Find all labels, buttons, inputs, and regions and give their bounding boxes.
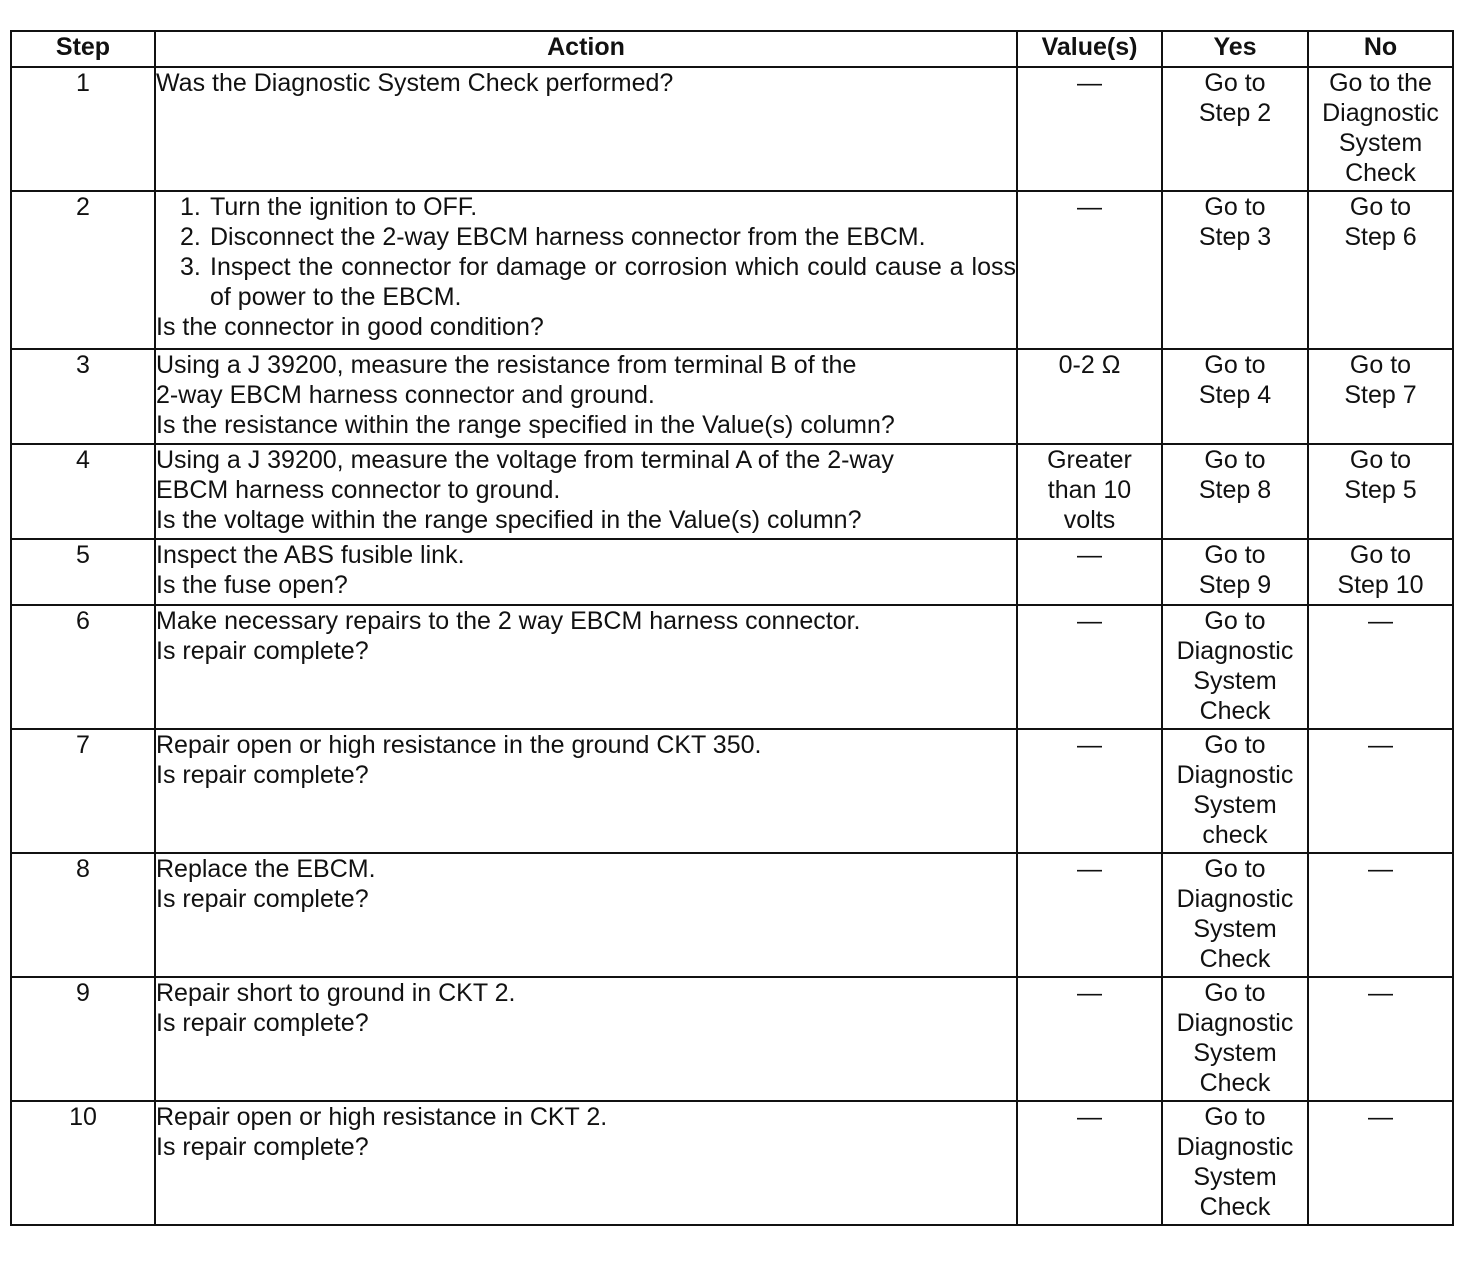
table-row — [11, 349, 1453, 444]
action-line: EBCM harness connector to ground. — [156, 476, 561, 504]
action-cell — [155, 67, 1017, 191]
action-line: Replace the EBCM. — [156, 855, 376, 883]
no-line: — — [1368, 1103, 1393, 1131]
value-line: 0-2 Ω — [1058, 351, 1121, 379]
no-cell — [1308, 1101, 1453, 1225]
table-row — [11, 977, 1453, 1101]
value-line: — — [1077, 731, 1102, 759]
step-number: 1 — [11, 67, 155, 191]
step-number: 3 — [11, 349, 155, 444]
action-cell — [155, 191, 1017, 349]
no-line: Go to — [1349, 446, 1412, 474]
value-cell — [1017, 977, 1162, 1101]
step-number: 2 — [11, 191, 155, 349]
yes-line: Go to — [1204, 69, 1266, 97]
step-number: 7 — [11, 729, 155, 853]
step-number: 4 — [11, 444, 155, 539]
value-line: than 10 — [1047, 476, 1132, 504]
value-line: — — [1077, 1103, 1102, 1131]
yes-cell — [1162, 191, 1308, 349]
yes-line: Go to — [1204, 446, 1266, 474]
step-number: 6 — [11, 605, 155, 729]
action-line: Is the resistance within the range specified in the Value(s) column? — [156, 411, 895, 439]
value-line: — — [1077, 855, 1102, 883]
no-line: Step 5 — [1344, 476, 1417, 504]
yes-cell — [1162, 605, 1308, 729]
yes-line: Diagnostic — [1176, 1009, 1294, 1037]
no-line: — — [1368, 979, 1393, 1007]
yes-cell — [1162, 977, 1308, 1101]
action-cell — [155, 1101, 1017, 1225]
value-cell — [1017, 444, 1162, 539]
value-line: — — [1077, 607, 1102, 635]
value-line: — — [1077, 69, 1102, 97]
step-number: 9 — [11, 977, 155, 1101]
table-row — [11, 67, 1453, 191]
yes-line: Check — [1199, 1069, 1271, 1097]
list-item-number: 3. — [180, 253, 201, 281]
no-line: Go to — [1349, 541, 1412, 569]
action-line: Is the fuse open? — [156, 571, 348, 599]
no-cell — [1308, 67, 1453, 191]
yes-cell — [1162, 729, 1308, 853]
yes-line: Step 2 — [1198, 99, 1272, 127]
value-cell — [1017, 853, 1162, 977]
table-row — [11, 444, 1453, 539]
no-cell — [1308, 729, 1453, 853]
table-row — [11, 191, 1453, 349]
action-cell — [155, 853, 1017, 977]
yes-line: Go to — [1204, 351, 1266, 379]
no-line: Step 6 — [1344, 223, 1417, 251]
value-cell — [1017, 729, 1162, 853]
yes-line: Go to — [1204, 1103, 1266, 1131]
yes-cell — [1162, 1101, 1308, 1225]
list-item-number: 2. — [180, 223, 201, 251]
no-line: — — [1368, 607, 1393, 635]
no-line: Step 7 — [1344, 381, 1417, 409]
yes-line: Go to — [1204, 541, 1266, 569]
action-line: Is the connector in good condition? — [156, 313, 544, 341]
list-item — [180, 252, 1016, 312]
value-cell — [1017, 191, 1162, 349]
no-line: Go to the — [1329, 69, 1432, 97]
header-yes: Yes — [1162, 31, 1308, 67]
header-step: Step — [11, 31, 155, 67]
no-line: Diagnostic — [1322, 99, 1439, 127]
no-line: Go to — [1349, 351, 1412, 379]
step-number: 5 — [11, 539, 155, 605]
yes-line: Step 4 — [1198, 381, 1272, 409]
action-line: Repair open or high resistance in the ground CKT 350. — [156, 731, 762, 759]
value-cell — [1017, 67, 1162, 191]
no-cell — [1308, 539, 1453, 605]
list-item — [180, 222, 1016, 252]
action-line: Is repair complete? — [156, 761, 369, 789]
list-item-number: 1. — [180, 193, 201, 221]
step-number: 10 — [11, 1101, 155, 1225]
table-row — [11, 605, 1453, 729]
step-number: 8 — [11, 853, 155, 977]
yes-line: Step 8 — [1198, 476, 1272, 504]
action-cell — [155, 605, 1017, 729]
action-line: Was the Diagnostic System Check performed? — [156, 69, 674, 97]
yes-line: Check — [1199, 697, 1271, 725]
yes-line: Go to — [1204, 979, 1266, 1007]
action-line: Using a J 39200, measure the resistance from terminal B of the — [156, 351, 857, 379]
yes-line: Check — [1199, 1193, 1271, 1221]
yes-cell — [1162, 349, 1308, 444]
table-header-row — [11, 31, 1453, 67]
yes-line: Go to — [1204, 731, 1266, 759]
yes-line: Diagnostic — [1176, 637, 1294, 665]
no-cell — [1308, 444, 1453, 539]
diagnostic-table-sheet — [10, 30, 1452, 1226]
yes-cell — [1162, 853, 1308, 977]
table-row — [11, 539, 1453, 605]
yes-line: check — [1202, 821, 1268, 849]
yes-line: Go to — [1204, 193, 1266, 221]
yes-line: Diagnostic — [1176, 1133, 1294, 1161]
yes-line: Check — [1199, 945, 1271, 973]
table-row — [11, 1101, 1453, 1225]
yes-cell — [1162, 444, 1308, 539]
no-line: Step 10 — [1337, 571, 1424, 599]
value-line: — — [1077, 979, 1102, 1007]
action-cell — [155, 977, 1017, 1101]
no-cell — [1308, 605, 1453, 729]
action-line: Is the voltage within the range specified in the Value(s) column? — [156, 506, 862, 534]
no-line: System — [1338, 129, 1423, 157]
yes-line: System — [1193, 667, 1277, 695]
action-line: Repair open or high resistance in CKT 2. — [156, 1103, 608, 1131]
table-row — [11, 729, 1453, 853]
action-line: Is repair complete? — [156, 637, 369, 665]
action-cell — [155, 539, 1017, 605]
yes-line: Step 3 — [1198, 223, 1272, 251]
value-line: — — [1077, 193, 1102, 221]
action-cell — [155, 729, 1017, 853]
list-item — [180, 192, 1016, 222]
yes-line: System — [1193, 791, 1277, 819]
yes-line: Diagnostic — [1176, 885, 1294, 913]
value-line: — — [1077, 541, 1102, 569]
value-cell — [1017, 349, 1162, 444]
action-line: Is repair complete? — [156, 885, 369, 913]
yes-cell — [1162, 539, 1308, 605]
list-item-text: Disconnect the 2-way EBCM harness connector from the EBCM. — [210, 223, 926, 251]
no-cell — [1308, 853, 1453, 977]
action-cell — [155, 349, 1017, 444]
no-cell — [1308, 191, 1453, 349]
header-value: Value(s) — [1017, 31, 1162, 67]
value-cell — [1017, 539, 1162, 605]
value-line: volts — [1063, 506, 1116, 534]
value-line: Greater — [1047, 446, 1132, 474]
yes-line: Diagnostic — [1176, 761, 1294, 789]
no-line: — — [1368, 731, 1393, 759]
yes-line: Step 9 — [1198, 571, 1272, 599]
action-line: Is repair complete? — [156, 1009, 369, 1037]
diagnostic-table — [10, 30, 1454, 1226]
list-item-text: Inspect the connector for damage or corrosion which could cause a loss of power to the EBCM. — [210, 253, 1016, 311]
no-cell — [1308, 977, 1453, 1101]
yes-cell — [1162, 67, 1308, 191]
action-numbered-list — [156, 192, 1016, 312]
no-line: Check — [1345, 159, 1416, 187]
no-line: Go to — [1349, 193, 1412, 221]
list-item-text: Turn the ignition to OFF. — [210, 193, 478, 221]
no-line: — — [1368, 855, 1393, 883]
action-line: Make necessary repairs to the 2 way EBCM harness connector. — [156, 607, 861, 635]
no-cell — [1308, 349, 1453, 444]
action-line: Using a J 39200, measure the voltage from terminal A of the 2-way — [156, 446, 894, 474]
value-cell — [1017, 1101, 1162, 1225]
yes-line: System — [1193, 1039, 1277, 1067]
table-row — [11, 853, 1453, 977]
action-line: Inspect the ABS fusible link. — [156, 541, 465, 569]
header-action: Action — [155, 31, 1017, 67]
value-cell — [1017, 605, 1162, 729]
action-line: 2-way EBCM harness connector and ground. — [156, 381, 655, 409]
action-cell — [155, 444, 1017, 539]
action-line: Is repair complete? — [156, 1133, 369, 1161]
header-no: No — [1308, 31, 1453, 67]
action-line: Repair short to ground in CKT 2. — [156, 979, 516, 1007]
yes-line: Go to — [1204, 855, 1266, 883]
yes-line: Go to — [1204, 607, 1266, 635]
yes-line: System — [1193, 1163, 1277, 1191]
yes-line: System — [1193, 915, 1277, 943]
